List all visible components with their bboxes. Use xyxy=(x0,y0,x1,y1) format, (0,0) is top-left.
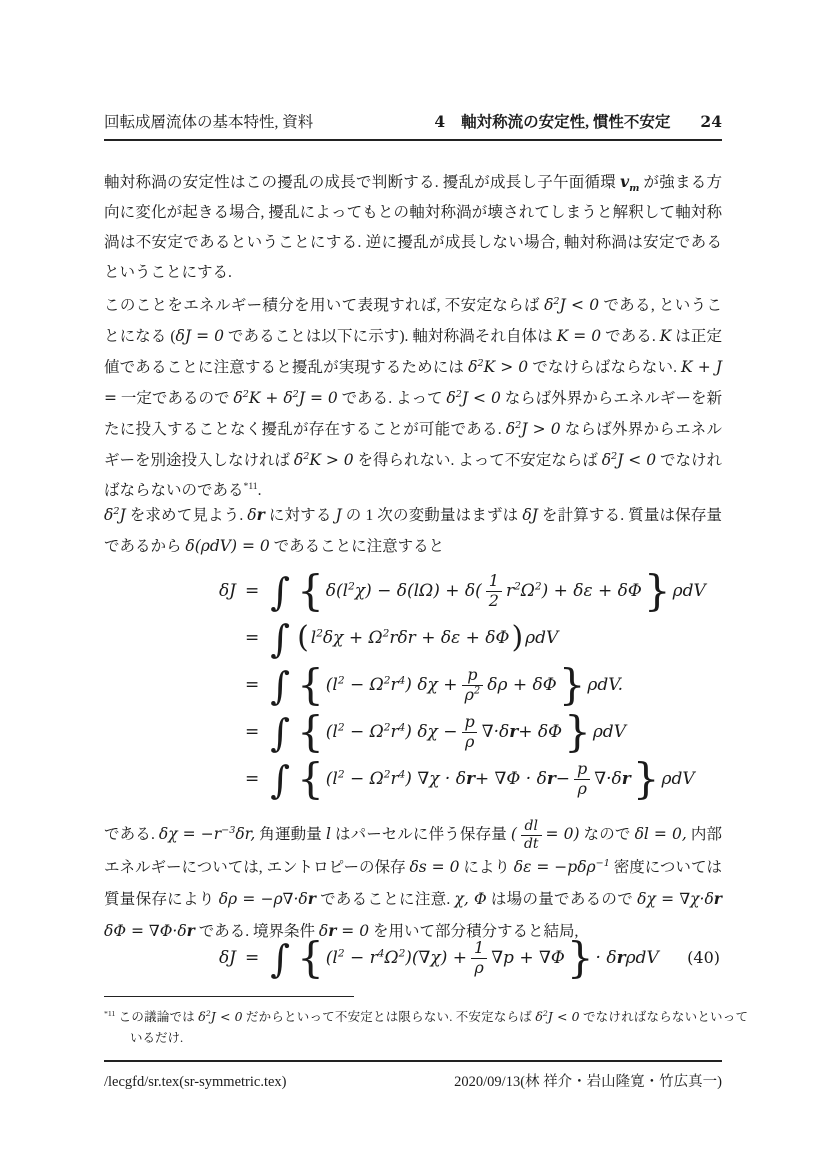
math-run: δ(ρdV) = 0 xyxy=(185,537,270,555)
math-run: ∇·δ xyxy=(481,721,510,742)
math-run: δε = −pδρ$^{-1}$ xyxy=(513,857,610,876)
page-footer xyxy=(104,1070,722,1091)
math-run: r xyxy=(465,768,475,789)
math-run: r xyxy=(328,920,337,940)
fraction xyxy=(486,570,502,610)
header-rule xyxy=(104,139,722,141)
math-run: r xyxy=(713,888,722,908)
math-run: $r^2\Omega^2) + \delta\varepsilon + \delta\Phi$ xyxy=(505,579,642,601)
section-number: 4 xyxy=(434,112,446,131)
text-run: である. 境界条件 xyxy=(194,922,319,940)
source-file-path: /lecgfd/sr.tex(sr-symmetric.tex) xyxy=(104,1074,287,1090)
text-run: である, ということになる ( xyxy=(104,297,722,345)
math-run: $\delta^2K > 0$ xyxy=(293,450,354,469)
math-run: $(l^2 - \Omega^2r^4) \delta\chi$ − xyxy=(325,720,458,742)
math-run: δJ = 0 xyxy=(175,327,224,345)
text-run: である. よって xyxy=(337,390,447,407)
math-run: r xyxy=(546,768,556,789)
math-run: ρdV xyxy=(592,721,626,742)
math-run: δ xyxy=(247,506,257,524)
math-run: χ, Φ xyxy=(454,889,487,908)
text-run: であることに注意すると xyxy=(269,538,445,555)
text-run: でなけらばならない. xyxy=(528,359,682,376)
math-run: δJ xyxy=(522,506,538,524)
math-run: $\delta^2J < 0$ xyxy=(198,1008,243,1024)
math-run: p xyxy=(467,664,478,684)
math-run: + ∇Φ · δ xyxy=(474,768,547,789)
paragraph-variation-details xyxy=(104,819,722,947)
paragraph-first-variation-intro xyxy=(104,500,722,562)
math-run: K + J = xyxy=(104,358,722,407)
math-run: r xyxy=(616,947,626,968)
equals-sign: = xyxy=(245,627,260,648)
math-run: ρdV xyxy=(661,768,695,789)
text-run: 軸対称渦の安定性はこの擾乱の成長で判断する. 擾乱が成長し子午面循環 xyxy=(104,174,621,191)
text-run: は場の量であるので xyxy=(486,890,638,908)
text-run: 内部エネルギーについては, エントロピーの保存 xyxy=(104,826,722,876)
math-run: 2 xyxy=(486,591,502,610)
fraction xyxy=(471,937,487,977)
date-and-authors: 2020/09/13(林 祥介・岩山隆寛・竹広真一) xyxy=(454,1074,722,1090)
math-run: 1 xyxy=(488,570,499,590)
math-run: dl xyxy=(524,818,538,835)
math-run: δρ + δΦ xyxy=(487,674,557,695)
footer-rule xyxy=(104,1060,722,1062)
text-run: だからといって不安定とは限らない. 不安定ならば xyxy=(242,1010,536,1024)
math-run: δs = 0 xyxy=(409,857,460,876)
math-run: ρdV xyxy=(625,947,659,968)
math-run: δl = 0, xyxy=(634,825,687,843)
equation-line: δJ = ∫ { $(l^2 - r^4\Omega^2)(\nabla\chi)$ + $\frac{1}{\rho}$ ∇p + ∇Φ } · δ r ρdV (40) xyxy=(218,933,720,982)
math-run: ρ xyxy=(471,958,486,977)
math-run: ∇·δ xyxy=(594,768,622,789)
text-run: であることは以下に示す). 軸対称渦それ自体は xyxy=(223,328,557,345)
section-title: 軸対称流の安定性, 慣性不安定 xyxy=(461,114,671,131)
equation-line: = ∫ { $(l^2 - \Omega^2r^4) \nabla\chi \cdot \delta$ r + ∇Φ · δ r − $\frac{p}{\rho}$ ∇·δ r } ρdV xyxy=(245,754,695,803)
paragraph-stability-judgement xyxy=(104,167,722,288)
text-run: . xyxy=(257,482,262,499)
text-run: により xyxy=(459,858,514,876)
math-run: − xyxy=(555,768,571,789)
page-header xyxy=(104,110,722,132)
math-run: δΦ = ∇Φ·δ xyxy=(104,921,187,940)
text-run: でなければならないといっているだけ. xyxy=(130,1010,748,1045)
math-run: $\delta\chi = -r^{-3}\delta r$, xyxy=(158,824,256,843)
equation-line: = ∫ { $(l^2 - \Omega^2r^4) \delta\chi$ − $\frac{p}{\rho}$ ∇·δ r + δΦ } ρdV xyxy=(245,707,626,756)
math-run: $(l^2 - \Omega^2r^4) \nabla\chi \cdot \delta$ xyxy=(325,767,466,789)
footnote-marker: *11 xyxy=(104,1008,116,1018)
text-run: であることに注意. xyxy=(315,890,455,908)
math-run: p xyxy=(577,758,588,778)
math-run: K xyxy=(659,327,672,345)
math-run: $(l^2 - \Omega^2r^4) \delta\chi$ + xyxy=(325,673,458,695)
math-run: $v_m$ xyxy=(620,172,640,195)
text-run: を計算する. 質量は保存量であるから xyxy=(104,507,722,555)
math-run: J xyxy=(335,506,342,524)
math-run: + δΦ xyxy=(518,721,563,742)
text-run: が強まる方向に変化が起きる場合, 擾乱によってもとの軸対称渦が壊されてしまうと解釈して軸対称渦は不安定であるということにする. 逆に擾乱が成長しない場合, 軸対称渦は安定であるということにする. xyxy=(104,174,722,281)
text-run: なので xyxy=(579,826,635,843)
footnote-marker: *11 xyxy=(243,480,258,492)
math-run: δJ xyxy=(218,580,236,601)
equals-sign: = xyxy=(245,674,260,695)
math-run: · δ xyxy=(595,947,617,968)
footnote-11 xyxy=(104,1006,748,1049)
math-run: $\delta(l^2\chi) - \delta(l\Omega) + \delta$( xyxy=(325,579,482,601)
text-run: でなければならないのである xyxy=(104,452,722,499)
text-run: このことをエネルギー積分を用いて表現すれば, 不安定ならば xyxy=(104,297,545,314)
text-run: 密度については質量保存により xyxy=(104,858,722,908)
page-number: 24 xyxy=(700,112,722,131)
math-run: $\delta^2J < 0$ xyxy=(446,388,501,407)
running-head-right xyxy=(434,110,722,132)
text-run: 一定であるので xyxy=(117,390,234,407)
math-run: $\delta^2K + \delta^2J = 0$ xyxy=(233,388,338,407)
math-run: $\delta^2K > 0$ xyxy=(468,357,529,376)
equation-line: = ∫ ( $l^2\delta\chi + \Omega^2r\delta r + \delta\varepsilon + \delta\Phi$ ) ρdV xyxy=(245,617,559,661)
math-run: δχ = ∇χ·δ xyxy=(637,889,714,908)
text-run: を得られない. よって不安定ならば xyxy=(353,452,602,469)
math-run: δ xyxy=(318,921,329,940)
equals-sign: = xyxy=(245,580,260,601)
math-run: ρdV. xyxy=(587,674,624,695)
math-run: 1 xyxy=(474,937,485,957)
equation-line: δJ = ∫ { $\delta(l^2\chi) - \delta(l\Omega) + \delta$( $\frac{1}{2}$ $r^2\Omega^2) + \delta\varepsilon + \delta\Phi$ } ρdV xyxy=(218,566,706,615)
math-run: $(l^2 - r^4\Omega^2)(\nabla\chi)$ + xyxy=(325,946,467,968)
fraction xyxy=(462,711,478,751)
math-run: ρ xyxy=(462,732,477,751)
fraction xyxy=(521,819,542,851)
math-run: r xyxy=(509,721,519,742)
fraction xyxy=(574,758,590,798)
math-run: $\delta^2J < 0$ xyxy=(544,295,600,314)
math-run: l xyxy=(325,825,331,843)
math-run: K = 0 xyxy=(556,327,602,345)
math-run: dt xyxy=(521,835,542,852)
text-run: を用いて部分積分すると結局, xyxy=(369,922,579,940)
text-run: の 1 次の変動量はまずは xyxy=(341,507,523,524)
running-head-left: 回転成層流体の基本特性, 資料 xyxy=(104,114,314,131)
math-run: $\delta^2J > 0$ xyxy=(505,419,561,438)
footnote-rule xyxy=(104,996,354,997)
math-run: δρ = −ρ∇·δ xyxy=(218,889,308,908)
math-run: $\rho^2$ xyxy=(462,685,484,704)
math-run: $\delta^2J < 0$ xyxy=(535,1008,580,1024)
math-run: r xyxy=(307,888,316,908)
math-run: ρdV xyxy=(672,580,706,601)
math-run: ρ xyxy=(574,779,589,798)
math-run: ρdV xyxy=(525,627,559,648)
math-run: = 0 xyxy=(336,921,370,940)
text-run: に対する xyxy=(264,507,336,524)
math-run: r xyxy=(256,505,265,524)
text-run: ならば外界からエネルギーを別途投入しなければ xyxy=(104,421,722,469)
text-run: 角運動量 xyxy=(255,826,326,843)
text-run: ならば外界からエネルギーを新たに投入することなく擾乱が存在することが可能である. xyxy=(104,390,722,438)
math-run: $\delta^2J$ xyxy=(104,505,126,524)
fraction xyxy=(462,664,484,704)
math-run: $\delta^2J < 0$ xyxy=(601,450,657,469)
math-run: ( xyxy=(510,825,517,843)
math-run: = 0) xyxy=(545,825,580,843)
math-run: ∇p + ∇Φ xyxy=(491,947,565,968)
equation-number: (40) xyxy=(687,948,720,967)
math-run: r xyxy=(621,768,631,789)
text-run: はパーセルに伴う保存量 xyxy=(330,826,511,843)
math-run: $l^2\delta\chi + \Omega^2r\delta r + \delta\varepsilon + \delta\Phi$ xyxy=(310,626,510,648)
paragraph-energy-integral xyxy=(104,290,722,506)
math-run: δJ xyxy=(218,947,236,968)
text-run: である. xyxy=(601,328,660,345)
text-run: この議論では xyxy=(115,1010,199,1024)
equals-sign: = xyxy=(245,947,260,968)
math-run: r xyxy=(186,920,195,940)
text-run: である. xyxy=(104,826,159,843)
delta-j-derivation-equations xyxy=(104,566,722,804)
equation-40 xyxy=(104,933,722,983)
equation-line: = ∫ { $(l^2 - \Omega^2r^4) \delta\chi$ + $\frac{p}{\rho^2}$ δρ + δΦ } ρdV. xyxy=(245,660,624,709)
equals-sign: = xyxy=(245,768,260,789)
math-run: p xyxy=(464,711,475,731)
equals-sign: = xyxy=(245,721,260,742)
text-run: は正定値であることに注意すると擾乱が実現するためには xyxy=(104,328,722,376)
text-run: を求めて見よう. xyxy=(125,507,248,524)
